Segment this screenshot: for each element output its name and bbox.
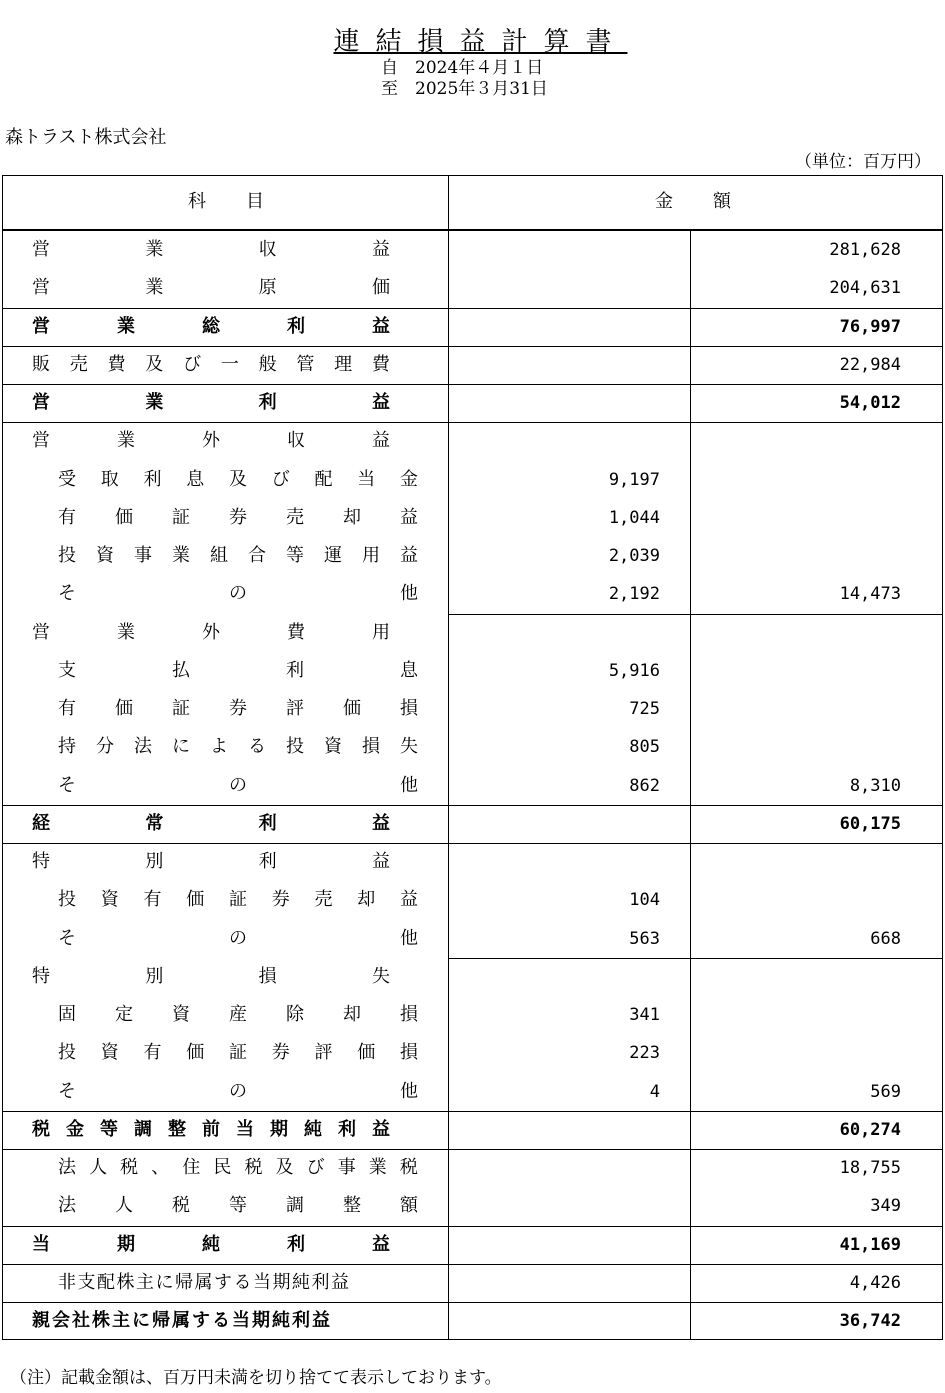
- header-amount: 金額: [655, 191, 771, 212]
- row-21-label: 投 資 有 価 証 券 評 価 損: [58, 1042, 418, 1063]
- row-11-label: 支 払 利 息: [58, 660, 418, 681]
- row-0-label: 営 業 収 益: [32, 239, 390, 260]
- row-6-label: 受 取 利 息 及 び 配 当 金: [58, 469, 418, 490]
- row-15-amount: 60,175: [839, 814, 901, 834]
- row-9-amount: 14,473: [839, 584, 901, 604]
- table-border-right: [942, 175, 943, 1340]
- row-26-label: 当 期 純 利 益: [32, 1234, 390, 1255]
- row-21-subtotal: 223: [629, 1043, 660, 1063]
- row-14-amount: 8,310: [849, 776, 901, 796]
- header-item: 科目: [188, 191, 304, 212]
- company-name: 森トラスト株式会社: [5, 127, 167, 148]
- row-11-subtotal: 5,916: [608, 661, 660, 681]
- row-25-label: 法 人 税 等 調 整 額: [58, 1195, 418, 1216]
- row-14-subtotal: 862: [629, 776, 660, 796]
- row-16-label: 特 別 利 益: [32, 851, 390, 872]
- row-23-amount: 60,274: [839, 1120, 901, 1140]
- row-18-subtotal: 563: [629, 929, 660, 949]
- row-24-amount: 18,755: [839, 1158, 901, 1178]
- row-28-label: 親会社株主に帰属する当期純利益: [32, 1310, 332, 1331]
- row-3-amount: 22,984: [839, 355, 901, 375]
- row-18-label: そ の 他: [58, 928, 418, 949]
- row-18-amount: 668: [870, 929, 901, 949]
- row-12-label: 有 価 証 券 評 価 損: [58, 698, 418, 719]
- row-27-label: 非支配株主に帰属する当期純利益: [58, 1272, 351, 1293]
- row-22-label: そ の 他: [58, 1081, 418, 1102]
- row-20-subtotal: 341: [629, 1005, 660, 1025]
- row-25-amount: 349: [870, 1196, 901, 1216]
- row-7-subtotal: 1,044: [608, 508, 660, 528]
- row-24-label: 法 人 税 、 住 民 税 及 び 事 業 税: [58, 1157, 418, 1178]
- row-1-amount: 204,631: [829, 278, 901, 298]
- row-19-label: 特 別 損 失: [32, 966, 390, 987]
- period-from: 自 2024年４月１日: [381, 58, 544, 78]
- row-28-amount: 36,742: [839, 1311, 901, 1331]
- row-7-label: 有 価 証 券 売 却 益: [58, 507, 418, 528]
- income-statement-table: [2, 175, 943, 1340]
- row-26-amount: 41,169: [839, 1235, 901, 1255]
- row-13-subtotal: 805: [629, 737, 660, 757]
- period-to: 至 2025年３月31日: [381, 79, 548, 99]
- row-23-label: 税 金 等 調 整 前 当 期 純 利 益: [32, 1119, 390, 1140]
- row-1-label: 営 業 原 価: [32, 277, 390, 298]
- row-8-label: 投 資 事 業 組 合 等 運 用 益: [58, 545, 418, 566]
- row-4-amount: 54,012: [839, 393, 901, 413]
- row-13-label: 持 分 法 に よ る 投 資 損 失: [58, 736, 418, 757]
- row-0-amount: 281,628: [829, 240, 901, 260]
- statement-title: 連結損益計算書: [333, 27, 628, 57]
- row-10-label: 営 業 外 費 用: [32, 622, 390, 643]
- table-border-left: [2, 175, 3, 1340]
- row-27-amount: 4,426: [849, 1273, 901, 1293]
- group-separator: [448, 614, 943, 615]
- row-14-label: そ の 他: [58, 775, 418, 796]
- row-3-label: 販 売 費 及 び 一 般 管 理 費: [32, 354, 390, 375]
- row-22-amount: 569: [870, 1082, 901, 1102]
- footnote: （注）記載金額は、百万円未満を切り捨てて表示しております。: [10, 1368, 502, 1388]
- row-2-label: 営 業 総 利 益: [32, 316, 390, 337]
- row-8-subtotal: 2,039: [608, 546, 660, 566]
- group-separator: [448, 958, 943, 959]
- row-12-subtotal: 725: [629, 699, 660, 719]
- row-4-label: 営 業 利 益: [32, 392, 390, 413]
- row-6-subtotal: 9,197: [608, 470, 660, 490]
- unit-label: （単位：百万円）: [795, 152, 931, 172]
- row-9-subtotal: 2,192: [608, 584, 660, 604]
- row-5-label: 営 業 外 収 益: [32, 430, 390, 451]
- row-22-subtotal: 4: [649, 1082, 660, 1102]
- row-15-label: 経 常 利 益: [32, 813, 390, 834]
- row-17-subtotal: 104: [629, 890, 660, 910]
- table-border-top: [2, 175, 943, 176]
- row-2-amount: 76,997: [839, 317, 901, 337]
- row-9-label: そ の 他: [58, 583, 418, 604]
- row-17-label: 投 資 有 価 証 券 売 却 益: [58, 889, 418, 910]
- row-20-label: 固 定 資 産 除 却 損: [58, 1004, 418, 1025]
